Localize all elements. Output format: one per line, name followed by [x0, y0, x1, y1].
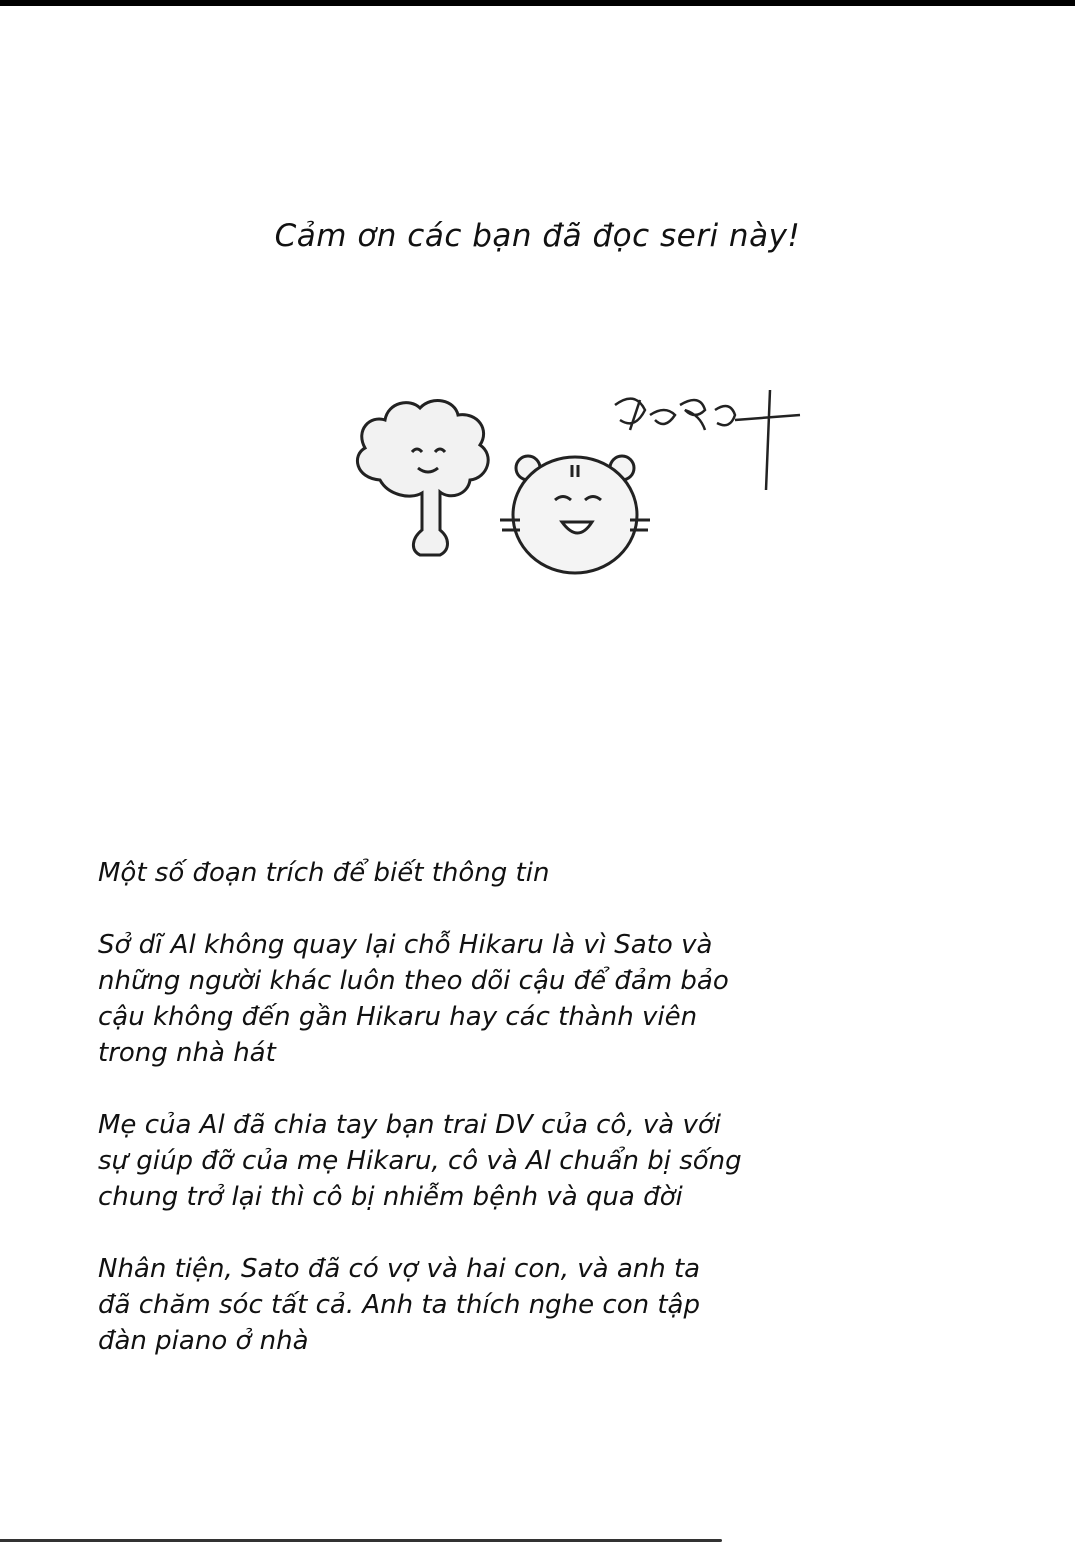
- text-line: sự giúp đỡ của mẹ Hikaru, cô và Al chuẩn bị sống: [98, 1146, 742, 1176]
- thank-you-title: Cảm ơn các bạn đã đọc seri này!: [274, 218, 801, 254]
- text-line: đã chăm sóc tất cả. Anh ta thích nghe con tập: [98, 1290, 700, 1320]
- text-line: chung trở lại thì cô bị nhiễm bệnh và qua đời: [98, 1182, 683, 1212]
- text-line: đàn piano ở nhà: [98, 1326, 309, 1356]
- author-signature: [615, 390, 800, 490]
- tiger-character-icon: [500, 456, 650, 573]
- paragraph-al-hikaru: [98, 927, 729, 1071]
- bottom-border: [0, 1539, 722, 1542]
- paragraph-al-mother: [98, 1107, 742, 1215]
- paragraph-sato: [98, 1251, 700, 1359]
- text-line: Nhân tiện, Sato đã có vợ và hai con, và anh ta: [98, 1254, 701, 1284]
- text-line: Một số đoạn trích để biết thông tin: [98, 858, 550, 888]
- illustration: [340, 360, 820, 590]
- text-line: trong nhà hát: [98, 1038, 276, 1068]
- top-border: [0, 0, 1075, 6]
- broccoli-character-icon: [357, 401, 488, 555]
- text-line: Sở dĩ Al không quay lại chỗ Hikaru là vì Sato và: [98, 930, 713, 960]
- text-line: những người khác luôn theo dõi cậu để đảm bảo: [98, 966, 729, 996]
- intro-paragraph: [98, 855, 549, 891]
- text-line: Mẹ của Al đã chia tay bạn trai DV của cô, và với: [98, 1110, 721, 1140]
- text-line: cậu không đến gần Hikaru hay các thành viên: [98, 1002, 698, 1032]
